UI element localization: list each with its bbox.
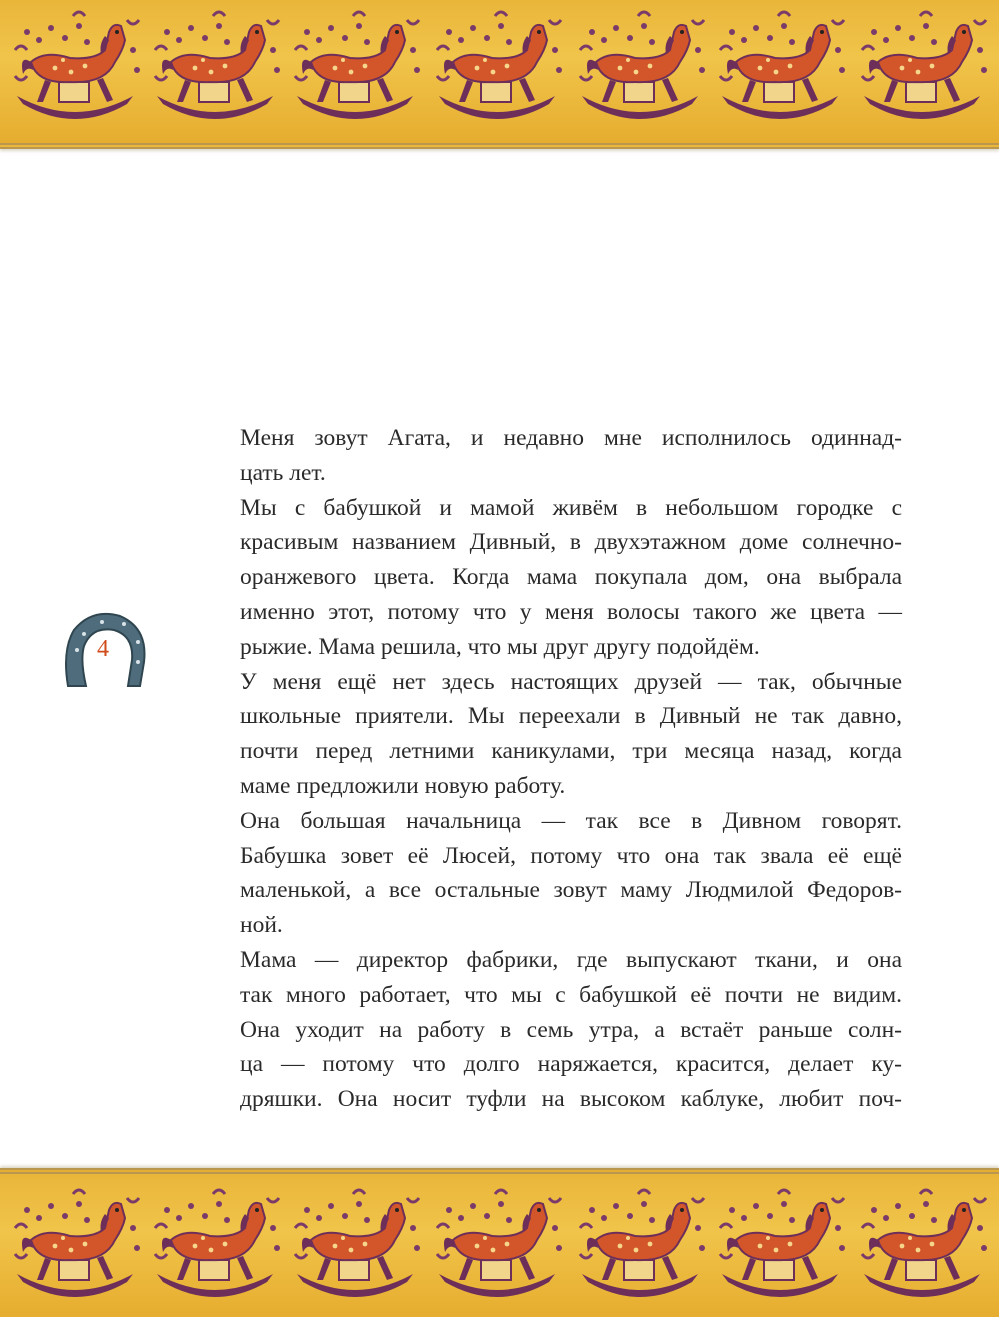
rocking-horse-icon [862, 1190, 987, 1297]
text-line: рыжие. Мама решила, что мы друг другу подойдём. [240, 633, 760, 660]
paragraph [200, 943, 902, 1117]
rocking-horse-icon [155, 12, 280, 119]
rocking-horse-icon [720, 12, 845, 119]
text-line: красивым названием Дивный, в двухэтажном доме солнечно- [240, 529, 902, 556]
top-ornament-band [0, 0, 999, 149]
rocking-horse-icon [437, 1190, 562, 1297]
paragraph [200, 491, 902, 665]
paragraph [200, 421, 902, 491]
text-line: маме предложили новую работу. [240, 772, 566, 799]
text-line: цать лет. [240, 459, 326, 486]
text-line: Мы с бабушкой и мамой живём в небольшом городке с [240, 494, 902, 521]
text-line: почти перед летними каникулами, три месяца назад, когда [240, 738, 902, 765]
text-line: дряшки. Она носит туфли на высоком каблуке, любит поч- [240, 1086, 902, 1113]
text-line: Мама — директор фабрики, где выпускают ткани, и она [240, 946, 902, 973]
paragraph [200, 804, 902, 943]
text-line: именно этот, потому что у меня волосы такого же цвета — [240, 598, 902, 625]
text-line: Она большая начальница — так все в Дивном говорят. [240, 807, 902, 834]
rocking-horse-icon [862, 12, 987, 119]
rocking-horse-icon [15, 12, 140, 119]
text-line: Меня зовут Агата, и недавно мне исполнилось одиннад- [240, 425, 902, 451]
top-band-pattern [0, 0, 999, 143]
body-text [200, 421, 902, 1117]
text-line: так много работает, что мы с бабушкой её почти не видим. [240, 981, 902, 1008]
text-line: Бабушка зовет её Люсей, потому что она так звала её ещё [240, 842, 902, 869]
bottom-ornament-band [0, 1168, 999, 1317]
paragraph [200, 665, 902, 804]
rocking-horse-icon [15, 1190, 140, 1297]
text-line: У меня ещё нет здесь настоящих друзей — так, обычные [240, 668, 902, 695]
text-line: маленькой, а все остальные зовут маму Людмилой Федоров- [240, 877, 902, 904]
rocking-horse-icon [720, 1190, 845, 1297]
text-line: школьные приятели. Мы переехали в Дивный не так давно, [240, 703, 902, 730]
rocking-horse-icon [295, 1190, 420, 1297]
rocking-horse-icon [155, 1190, 280, 1297]
text-line: ца — потому что долго наряжается, красится, делает ку- [240, 1051, 902, 1078]
page-number: 4 [97, 636, 109, 662]
rocking-horse-icon [437, 12, 562, 119]
text-line: оранжевого цвета. Когда мама покупала дом, она выбрала [240, 564, 902, 591]
rocking-horse-icon [580, 12, 705, 119]
page-number-marker [62, 610, 154, 692]
bottom-band-pattern [0, 1174, 999, 1317]
rocking-horse-icon [295, 12, 420, 119]
text-line: Она уходит на работу в семь утра, а встаёт раньше солн- [240, 1016, 902, 1043]
rocking-horse-icon [580, 1190, 705, 1297]
text-line: ной. [240, 912, 283, 939]
